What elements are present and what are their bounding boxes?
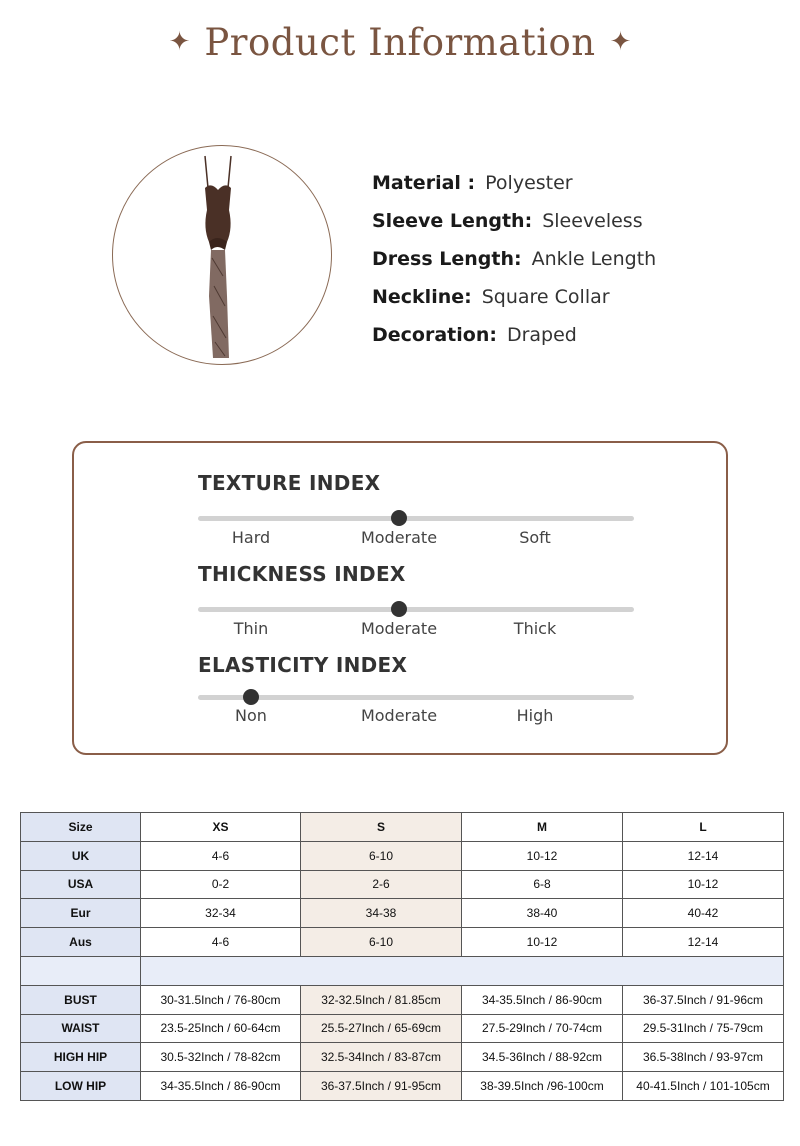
thickness-index	[198, 562, 634, 642]
texture-index	[198, 471, 634, 551]
table-cell: 30-31.5Inch / 76-80cm	[141, 985, 301, 1014]
table-cell: 34-38	[301, 899, 462, 928]
table-cell: 32-32.5Inch / 81.85cm	[301, 985, 462, 1014]
row-label: Aus	[21, 928, 141, 957]
dress-icon	[113, 146, 331, 364]
spec-value: Draped	[506, 324, 577, 346]
table-cell: 38-40	[462, 899, 623, 928]
spec-label: Dress Length:	[372, 248, 522, 270]
fabric-index-panel	[72, 441, 728, 755]
spec-dress-length	[372, 240, 656, 278]
column-header: L	[623, 813, 784, 842]
spec-sleeve-length	[372, 202, 656, 240]
table-cell: 32.5-34Inch / 83-87cm	[301, 1043, 462, 1072]
scale-label-low: Non	[235, 706, 267, 725]
table-cell: 40-42	[623, 899, 784, 928]
row-label: Eur	[21, 899, 141, 928]
row-label: LOW HIP	[21, 1072, 141, 1101]
table-cell: 36-37.5Inch / 91-95cm	[301, 1072, 462, 1101]
table-cell: 36-37.5Inch / 91-96cm	[623, 985, 784, 1014]
table-cell: 25.5-27Inch / 65-69cm	[301, 1014, 462, 1043]
table-cell: 32-34	[141, 899, 301, 928]
table-cell: 27.5-29Inch / 70-74cm	[462, 1014, 623, 1043]
spec-neckline	[372, 278, 656, 316]
table-cell: 34-35.5Inch / 86-90cm	[141, 1072, 301, 1101]
table-spacer-cell	[141, 956, 784, 985]
table-cell: 4-6	[141, 841, 301, 870]
index-track	[198, 695, 634, 700]
index-knob	[243, 689, 259, 705]
table-cell: 34.5-36Inch / 88-92cm	[462, 1043, 623, 1072]
table-cell: 36.5-38Inch / 93-97cm	[623, 1043, 784, 1072]
row-label: HIGH HIP	[21, 1043, 141, 1072]
table-row	[21, 985, 784, 1014]
index-track	[198, 516, 634, 521]
index-knob	[391, 510, 407, 526]
scale-label-mid: Moderate	[360, 706, 438, 725]
table-row	[21, 1014, 784, 1043]
spec-value: Ankle Length	[531, 248, 657, 270]
spec-value: Square Collar	[481, 286, 610, 308]
size-chart-table	[20, 812, 784, 1101]
star-left-icon: ✦	[168, 27, 191, 57]
table-row	[21, 1043, 784, 1072]
column-header: Size	[21, 813, 141, 842]
row-label: WAIST	[21, 1014, 141, 1043]
table-cell: 34-35.5Inch / 86-90cm	[462, 985, 623, 1014]
index-title: ELASTICITY INDEX	[198, 653, 408, 677]
row-label: USA	[21, 870, 141, 899]
table-cell: 10-12	[462, 841, 623, 870]
column-header: M	[462, 813, 623, 842]
scale-label-mid: Moderate	[360, 619, 438, 638]
table-cell: 30.5-32Inch / 78-82cm	[141, 1043, 301, 1072]
spec-decoration	[372, 316, 656, 354]
row-label: BUST	[21, 985, 141, 1014]
table-row	[21, 870, 784, 899]
table-row	[21, 928, 784, 957]
scale-label-mid: Moderate	[360, 528, 438, 547]
table-cell: 0-2	[141, 870, 301, 899]
table-row	[21, 899, 784, 928]
table-cell: 10-12	[623, 870, 784, 899]
scale-label-high: Soft	[519, 528, 551, 547]
page-title: Product Information	[204, 20, 596, 64]
spec-label: Sleeve Length:	[372, 210, 533, 232]
table-spacer-cell	[21, 956, 141, 985]
table-spacer-row	[21, 956, 784, 985]
table-cell: 4-6	[141, 928, 301, 957]
table-cell: 12-14	[623, 841, 784, 870]
scale-label-high: High	[516, 706, 554, 725]
column-header: S	[301, 813, 462, 842]
column-header: XS	[141, 813, 301, 842]
product-specs	[372, 164, 656, 354]
table-cell: 6-8	[462, 870, 623, 899]
table-cell: 2-6	[301, 870, 462, 899]
table-cell: 38-39.5Inch /96-100cm	[462, 1072, 623, 1101]
scale-label-low: Hard	[231, 528, 271, 547]
elasticity-index	[198, 653, 634, 733]
scale-label-high: Thick	[513, 619, 557, 638]
spec-value: Sleeveless	[542, 210, 643, 232]
spec-label: Neckline:	[372, 286, 472, 308]
table-header-row	[21, 813, 784, 842]
spec-label: Material :	[372, 172, 476, 194]
spec-value: Polyester	[485, 172, 573, 194]
page-header	[0, 14, 800, 70]
table-cell: 6-10	[301, 841, 462, 870]
table-row	[21, 1072, 784, 1101]
spec-label: Decoration:	[372, 324, 497, 346]
table-cell: 40-41.5Inch / 101-105cm	[623, 1072, 784, 1101]
table-cell: 10-12	[462, 928, 623, 957]
index-knob	[391, 601, 407, 617]
table-cell: 29.5-31Inch / 75-79cm	[623, 1014, 784, 1043]
index-title: TEXTURE INDEX	[198, 471, 381, 495]
star-right-icon: ✦	[609, 27, 632, 57]
table-cell: 6-10	[301, 928, 462, 957]
scale-label-low: Thin	[233, 619, 269, 638]
index-track	[198, 607, 634, 612]
table-cell: 12-14	[623, 928, 784, 957]
row-label: UK	[21, 841, 141, 870]
table-row	[21, 841, 784, 870]
product-image	[112, 145, 332, 365]
table-cell: 23.5-25Inch / 60-64cm	[141, 1014, 301, 1043]
spec-material	[372, 164, 656, 202]
index-title: THICKNESS INDEX	[198, 562, 406, 586]
